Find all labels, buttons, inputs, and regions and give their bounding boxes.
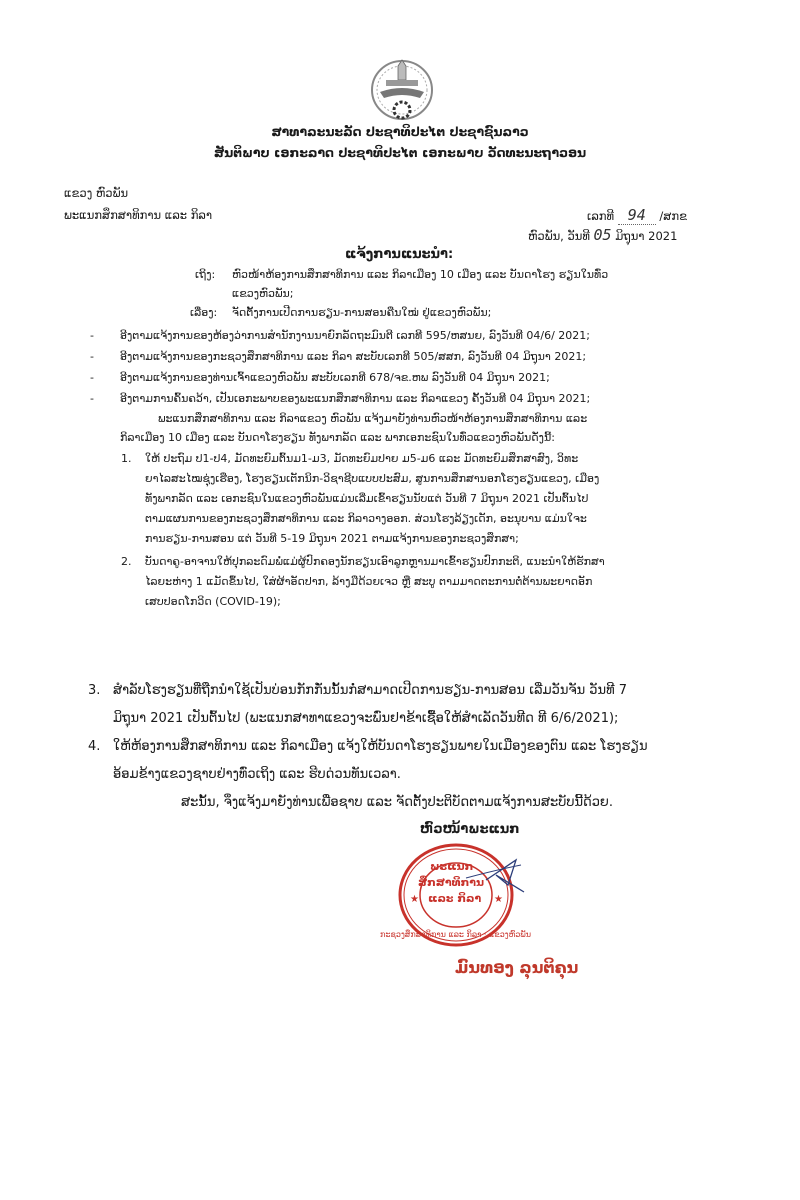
date-month-year: ມິຖຸນາ 2021 bbox=[615, 229, 678, 243]
svg-text:★: ★ bbox=[410, 894, 419, 905]
stamp-outer-text: ກະຊວງສຶກສາທິການ ແລະ ກິລາ · ແຂວງຫົວພັນ bbox=[380, 930, 532, 939]
number-value: 94 bbox=[618, 206, 656, 225]
intro-line-2: ກິລາເມືອງ 10 ເມືອງ ແລະ ບັນດາໂຮງຮຽນ ທັງພາກລັດ ແລະ ພາກເອກະຊົນໃນທົ່ວແຂວງຫົວພັນດັ່ງນີ້: bbox=[120, 431, 555, 444]
bullet-dash: - bbox=[90, 350, 94, 363]
reference-line: ອີງຕາມແຈ້ງການຂອງກະຊວງສຶກສາທິການ ແລະ ກິລາ ສະບັບເລກທີ 505/ສສກ, ລົງວັນທີ 04 ມິຖຸນາ 2021; bbox=[120, 350, 587, 363]
reference-line: ອີງຕາມແຈ້ງການຂອງທ່ານເຈົ້າແຂວງຫົວພັນ ສະບັບເລກທີ 678/ຈຂ.ຫພ ລົງວັນທີ 04 ມິຖຸນາ 2021; bbox=[120, 371, 550, 384]
item-line: ສຳລັບໂຮງຮຽນທີ່ຖືກນຳໃຊ້ເປັນບ່ອນກັກກັ່ນນັ້ນກໍ່ສາມາດເປີດການຮຽນ-ການສອນ ເລີ່ມວັນຈັນ ວັນທີ 7 bbox=[113, 683, 628, 698]
stamp-inner-line: ສຶກສາທິການ bbox=[418, 876, 485, 889]
item-line: ບັນດາຄູ-ອາຈານໃຫ້ປຸກລະດົມພໍ່ແມ່ຜູ້ປົກຄອງນັກຮຽນເອົາລູກຫຼານມາເຂົ້າຮຽນປົກກະຕິ, ແນະນຳໃຫ້ຮັກສາ bbox=[145, 555, 605, 568]
date-day: 05 bbox=[593, 226, 612, 244]
date-prefix: ຫົວພັນ, ວັນທີ bbox=[528, 229, 590, 243]
bullet-dash: - bbox=[90, 392, 94, 405]
item-line: ເສບປອດໂກວິດ (COVID-19); bbox=[145, 595, 281, 608]
subject-text: ຈັດຕັ້ງການເປີດການຮຽນ-ການສອນຄືນໃໝ່ ຢູ່ແຂວງຫົວພັນ; bbox=[232, 306, 492, 319]
number-suffix: /ສກຂ bbox=[659, 209, 687, 223]
reference-number bbox=[587, 206, 687, 224]
to-line-1: ຫົວໜ້າຫ້ອງການສຶກສາທິການ ແລະ ກິລາເມືອງ 10 ເມືອງ ແລະ ບັນດາໂຮງ ຮຽນໃນທົ່ວ bbox=[232, 268, 609, 281]
item-line: ອ້ອມຂ້າງແຂວງຊາບຢ່າງທົ່ວເຖິງ ແລະ ຮີບດ່ວນທັນເວລາ. bbox=[113, 767, 401, 782]
reference-line: ອີງຕາມແຈ້ງການຂອງຫ້ອງວ່າການສຳນັກງານນາຍົກລັດຖະມົນຕີ ເລກທີ 595/ຫສນຍ, ລົງວັນທີ 04/6/ 2021; bbox=[120, 329, 590, 342]
sender-department: ພະແນກສຶກສາທິການ ແລະ ກິລາ bbox=[64, 208, 213, 222]
item-line: ໃຫ້ຫ້ອງການສຶກສາທິການ ແລະ ກິລາເມືອງ ແຈ້ງໃຫ້ບັນດາໂຮງຮຽນພາຍໃນເມືອງຂອງຕົນ ແລະ ໂຮງຮຽນ bbox=[113, 739, 648, 754]
sender-province: ແຂວງ ຫົວພັນ bbox=[64, 186, 129, 200]
item-line: ການຮຽນ-ການສອນ ແຕ່ ວັນທີ 5-19 ມິຖຸນາ 2021 ຕາມແຈ້ງການຂອງກະຊວງສຶກສາ; bbox=[145, 532, 519, 545]
country-name: ສາທາລະນະລັດ ປະຊາທິປະໄຕ ປະຊາຊົນລາວ bbox=[271, 124, 529, 139]
reference-date bbox=[528, 226, 677, 244]
bullet-dash: - bbox=[90, 371, 94, 384]
closing-text: ສະນັ້ນ, ຈິ່ງແຈ້ງມາຍັງທ່ານເພື່ອຊາບ ແລະ ຈັດຕັ້ງປະຕິບັດຕາມແຈ້ງການສະບັບນີ້ດ້ວຍ. bbox=[181, 795, 614, 810]
item-line: ໃຫ້ ປະຖົມ ປ1-ປ4, ມັດທະຍົມຕົ້ນມ1-ມ3, ມັດທະຍົມປາຍ ມ5-ມ6 ແລະ ມັດທະຍົມສຶກສາສົງ, ວິທະ bbox=[145, 452, 579, 465]
stamp-inner-line: ພະແນກ bbox=[430, 860, 474, 873]
to-label: ເຖິງ: bbox=[195, 268, 216, 281]
to-line-2: ແຂວງຫົວພັນ; bbox=[232, 287, 294, 300]
item-line: ທັງພາກລັດ ແລະ ເອກະຊົນໃນແຂວງຫົວພັນແມ່ນເລີ່ມເຂົ້າຮຽນນັບແຕ່ ວັນທີ 7 ມິຖຸນາ 2021 ເປັນຕົ້ນໄປ bbox=[145, 492, 589, 505]
national-emblem-icon bbox=[368, 58, 436, 124]
intro-line-1: ພະແນກສຶກສາທິການ ແລະ ກິລາແຂວງ ຫົວພັນ ແຈ້ງມາຍັງທ່ານຫົວໜ້າຫ້ອງການສຶກສາທິການ ແລະ bbox=[158, 412, 588, 425]
stamp-inner-line: ແລະ ກິລາ bbox=[428, 892, 482, 905]
document-title: ແຈ້ງການແນະນຳ: bbox=[345, 247, 454, 262]
svg-text:★: ★ bbox=[494, 894, 503, 905]
reference-line: ອີງຕາມການຄົ້ນຄວ້າ, ເປັນເອກະພາບຂອງພະແນກສຶກສາທິການ ແລະ ກິລາແຂວງ ຄັ້ງວັນທີ 04 ມິຖຸນາ 2021; bbox=[120, 392, 591, 405]
item-number: 2. bbox=[121, 555, 132, 568]
item-number: 3. bbox=[88, 683, 101, 698]
subject-label: ເລື່ອງ: bbox=[190, 306, 218, 319]
national-motto: ສັນຕິພາບ ເອກະລາດ ປະຊາທິປະໄຕ ເອກະພາບ ວັດທະນະຖາວອນ bbox=[213, 145, 587, 160]
item-number: 4. bbox=[88, 739, 101, 754]
signatory-title: ຫົວໜ້າພະແນກ bbox=[420, 822, 520, 837]
item-line: ໄລຍະຫ່າງ 1 ແມັດຂຶ້ນໄປ, ໃສ່ຜ້າອັດປາກ, ລ້າງມືດ້ວຍເຈວ ຫຼື ສະບູ ຕາມມາດຕະການຕໍ່ຕ້ານພະຍາດອັກ bbox=[145, 575, 593, 588]
item-line: ມິຖຸນາ 2021 ເປັນຕົ້ນໄປ (ພະແນກສາທາແຂວງຈະພົ່ນຢາຂ້າເຊື້ອໃຫ້ສຳເລັດວັນທີດ ທີ 6/6/2021); bbox=[113, 711, 619, 726]
number-label: ເລກທີ bbox=[587, 209, 615, 223]
item-number: 1. bbox=[121, 452, 132, 465]
bullet-dash: - bbox=[90, 329, 94, 342]
item-line: ຕາມແຜນການຂອງກະຊວງສຶກສາທິການ ແລະ ກິລາວາງອອກ. ສ່ວນໂຮງລ້ຽງເດັກ, ອະນຸບານ ແມ່ນໃຈະ bbox=[145, 512, 587, 525]
signatory-name: ມົນທອງ ລຸນຕິຄຸນ bbox=[455, 958, 579, 977]
item-line: ຍາໄລສະໄໝຊຸ່ງເຮືອງ, ໂຮງຮຽນເຕັກນິກ-ວິຊາຊີບແບບປະສົມ, ສູນການສຶກສານອກໂຮງຮຽນແຂວງ, ເມືອງ bbox=[145, 472, 600, 485]
